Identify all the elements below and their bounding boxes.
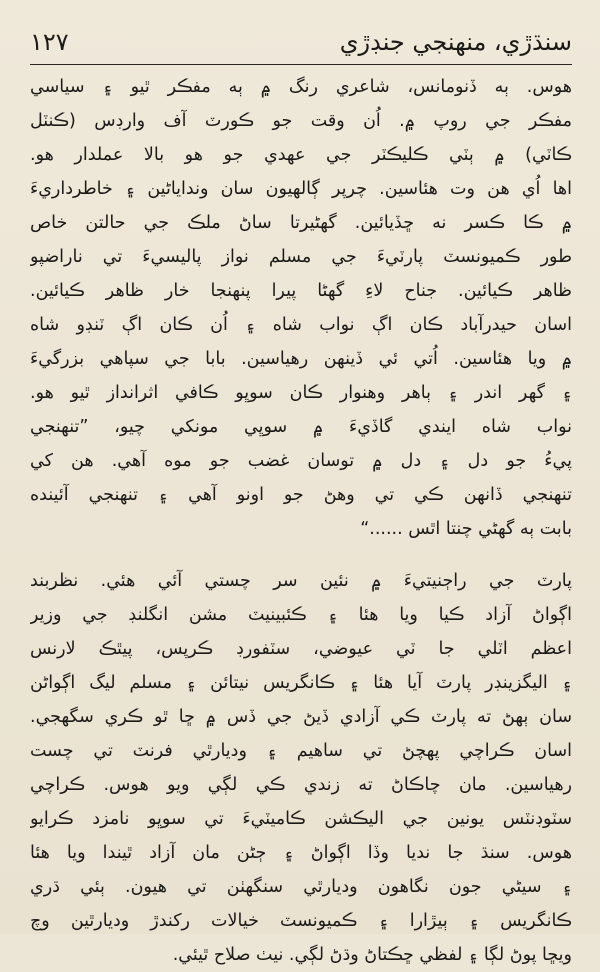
text-line: هوس. ٻه ڏنومانس، شاعري رنگ ۾ ٻه مفڪر ٿيو ۽ سياسي [30, 77, 572, 97]
text-line: نواب شاه ايندي گاڏيءَ ۾ سوڀي مونکي چيو، ”تنهنجي [30, 417, 572, 437]
text-line: پارٽ جي راڄنيتيءَ ۾ نئين سر چستي آئي هئي. نظربند [30, 571, 572, 591]
text-line: سٽوڊنٽس يونين جي اليڪشن ڪاميٽيءَ تي سوڀو نامزد ڪرايو [30, 809, 572, 829]
text-line: ڪانگريس ۽ ٻيڙارا ۽ ڪميونسٽ خيالات رکندڙ وديارٿين وچ [30, 911, 572, 931]
text-line: بابت ٻه گهڻي چنتا اٿس ......“ [360, 519, 572, 539]
text-line: مفڪر جي روپ ۾. اُن وقت جو ڪورٽ آف وارڊس (ڪنٽل [30, 111, 572, 131]
text-line: رهياسين. مان چاڪاڻ ته زندي ڪي لڳي ويو هوس. ڪراچي [30, 775, 572, 795]
text-line: ۽ سيڻي جون نگاهون وديارٿي سنگهٺن تي هيون. ٻئي ڌري [30, 877, 572, 897]
text-line: ۾ ويا هئاسين. اُتي ئي ڏينهن رهياسين. بابا جي سپاهي بزرگيءَ [30, 349, 572, 369]
text-line: تنهنجي ڏانهن ڪي تي وهڻ جو اونو آهي ۽ تنهنجي آئينده [30, 485, 572, 505]
text-line: اسان ڪراچي پهچڻ تي ساهيم ۽ وديارٿي فرنٽ تي چست [30, 741, 572, 761]
text-line: هوس. سنڌ جا نديا وڏا اڳواڻ ۽ ڄڻن مان آزاد ٿيندا ويا هئا [30, 843, 572, 863]
body-text [30, 70, 572, 972]
text-line: ڪاٽي) ۾ ٻٽي ڪليڪٽر جي عهدي جو هو بالا عملدار هو. [30, 145, 572, 165]
text-line: ۽ اليگزينڊر پارٽ آيا هئا ۽ ڪانگريس نيتائن ۽ مسلم ليگ اڳواڻن [30, 673, 572, 693]
text-line: پيءُ جو دل ۽ دل ۾ توسان غضب جو موه آهي. هن کي [30, 451, 572, 471]
text-line: ظاهر ڪيائين. جناح لاءِ گهڻا پيرا پنهنجا خار ظاهر ڪيائين. [30, 281, 572, 301]
paragraph-gap [30, 546, 572, 564]
paragraph-1 [30, 70, 572, 546]
text-line: سان ٻهڻ ته پارٽ ڪي آزادي ڏيڻ جي ڏس ۾ ڇا ٿو ڪري سگهجي. [30, 707, 572, 727]
text-line: اسان حيدرآباد ڪان اڳ نواب شاه ۽ اُن ڪان اڳ ٽنڊو شاه [30, 315, 572, 335]
text-line: ويڇا پوڻ لڳا ۽ لفظي ڇڪتاڻ وڌڻ لڳي. نيٺ صلاح ٿيئي. [172, 945, 572, 965]
running-head: سنڌڙي، منهنجي جنڊڙي [339, 28, 572, 56]
text-line: اها اُي هن وت هئاسين. چرپر ڳالهيون سان ونداياڻين ۽ خاطرداريءَ [30, 179, 572, 199]
text-line: ۾ ڪا ڪسر نه ڇڏيائين. گهڻيرتا ساڻ ملڪ جي حالتن خاص [30, 213, 572, 233]
paragraph-2 [30, 564, 572, 972]
page-header [30, 24, 572, 65]
text-line: طور ڪميونسٽ پارٽيءَ جي مسلم نواز پاليسيءَ تي ناراضپو [30, 247, 572, 267]
page-number: ١٢٧ [30, 28, 69, 56]
text-line: ۽ گهر اندر ۽ ٻاهر وهنوار ڪان سوڀو ڪافي اثرانداز ٿيو هو. [30, 383, 572, 403]
text-line: اعظم اٽلي جا ٽي عيوضي، سٽفورڊ ڪرپس، پيٿڪ لارنس [30, 639, 572, 659]
text-line: اڳواڻ آزاد ڪيا ويا هئا ۽ ڪئبينيٽ مشن انگلنڊ جي وزير [30, 605, 572, 625]
